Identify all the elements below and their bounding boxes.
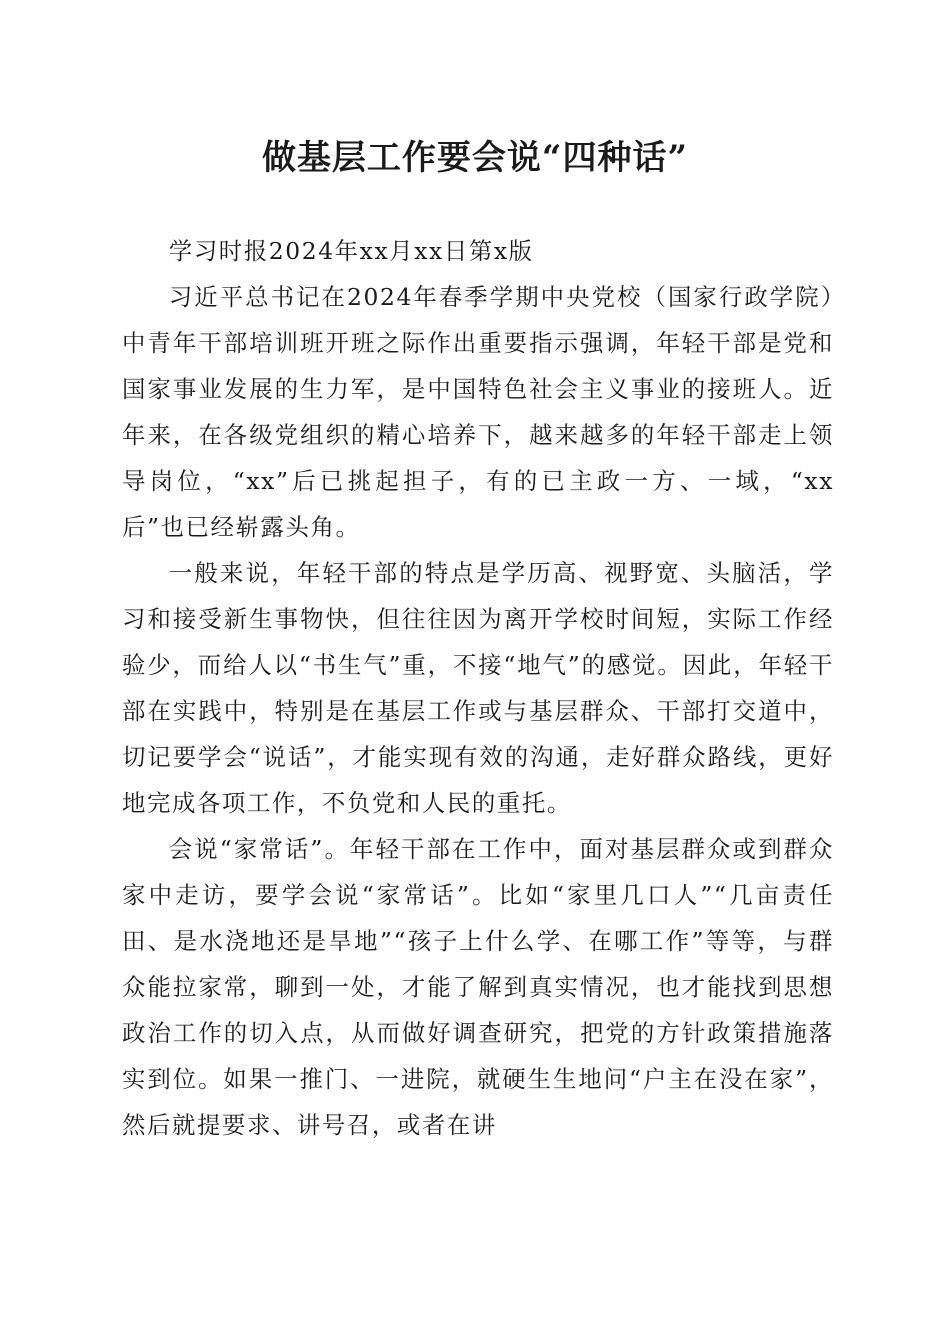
document-title: 做基层工作要会说“四种话”: [261, 138, 689, 178]
document-body: [122, 228, 834, 1148]
paragraph-1: 习近平总书记在2024年春季学期中央党校（国家行政学院）中青年干部培训班开班之际作出重要指示强调，年轻干部是党和国家事业发展的生力军，是中国特色社会主义事业的接班人。近年来，在各级党组织的精心培养下，越来越多的年轻干部走上领导岗位，“xx”后已挑起担子，有的已主政一方、一域，“xx后”也已经崭露头角。: [122, 283, 834, 541]
paragraph-3: 会说“家常话”。年轻干部在工作中，面对基层群众或到群众家中走访，要学会说“家常话”。比如“家里几口人”“几亩责任田、是水浇地还是旱地”“孩子上什么学、在哪工作”等等，与群众能拉家常，聊到一处，才能了解到真实情况，也才能找到思想政治工作的切入点，从而做好调查研究，把党的方针政策措施落实到位。如果一推门、一进院，就硬生生地问“户主在没在家”，然后就提要求、讲号召，或者在讲: [122, 835, 834, 1139]
source-line: 学习时报2024年xx月xx日第x版: [168, 237, 534, 265]
paragraph-2: 一般来说，年轻干部的特点是学历高、视野宽、头脑活，学习和接受新生事物快，但往往因为离开学校时间短，实际工作经验少，而给人以“书生气”重，不接“地气”的感觉。因此，年轻干部在实践中，特别是在基层工作或与基层群众、干部打交道中，切记要学会“说话”，才能实现有效的沟通，走好群众路线，更好地完成各项工作，不负党和人民的重托。: [122, 559, 834, 817]
